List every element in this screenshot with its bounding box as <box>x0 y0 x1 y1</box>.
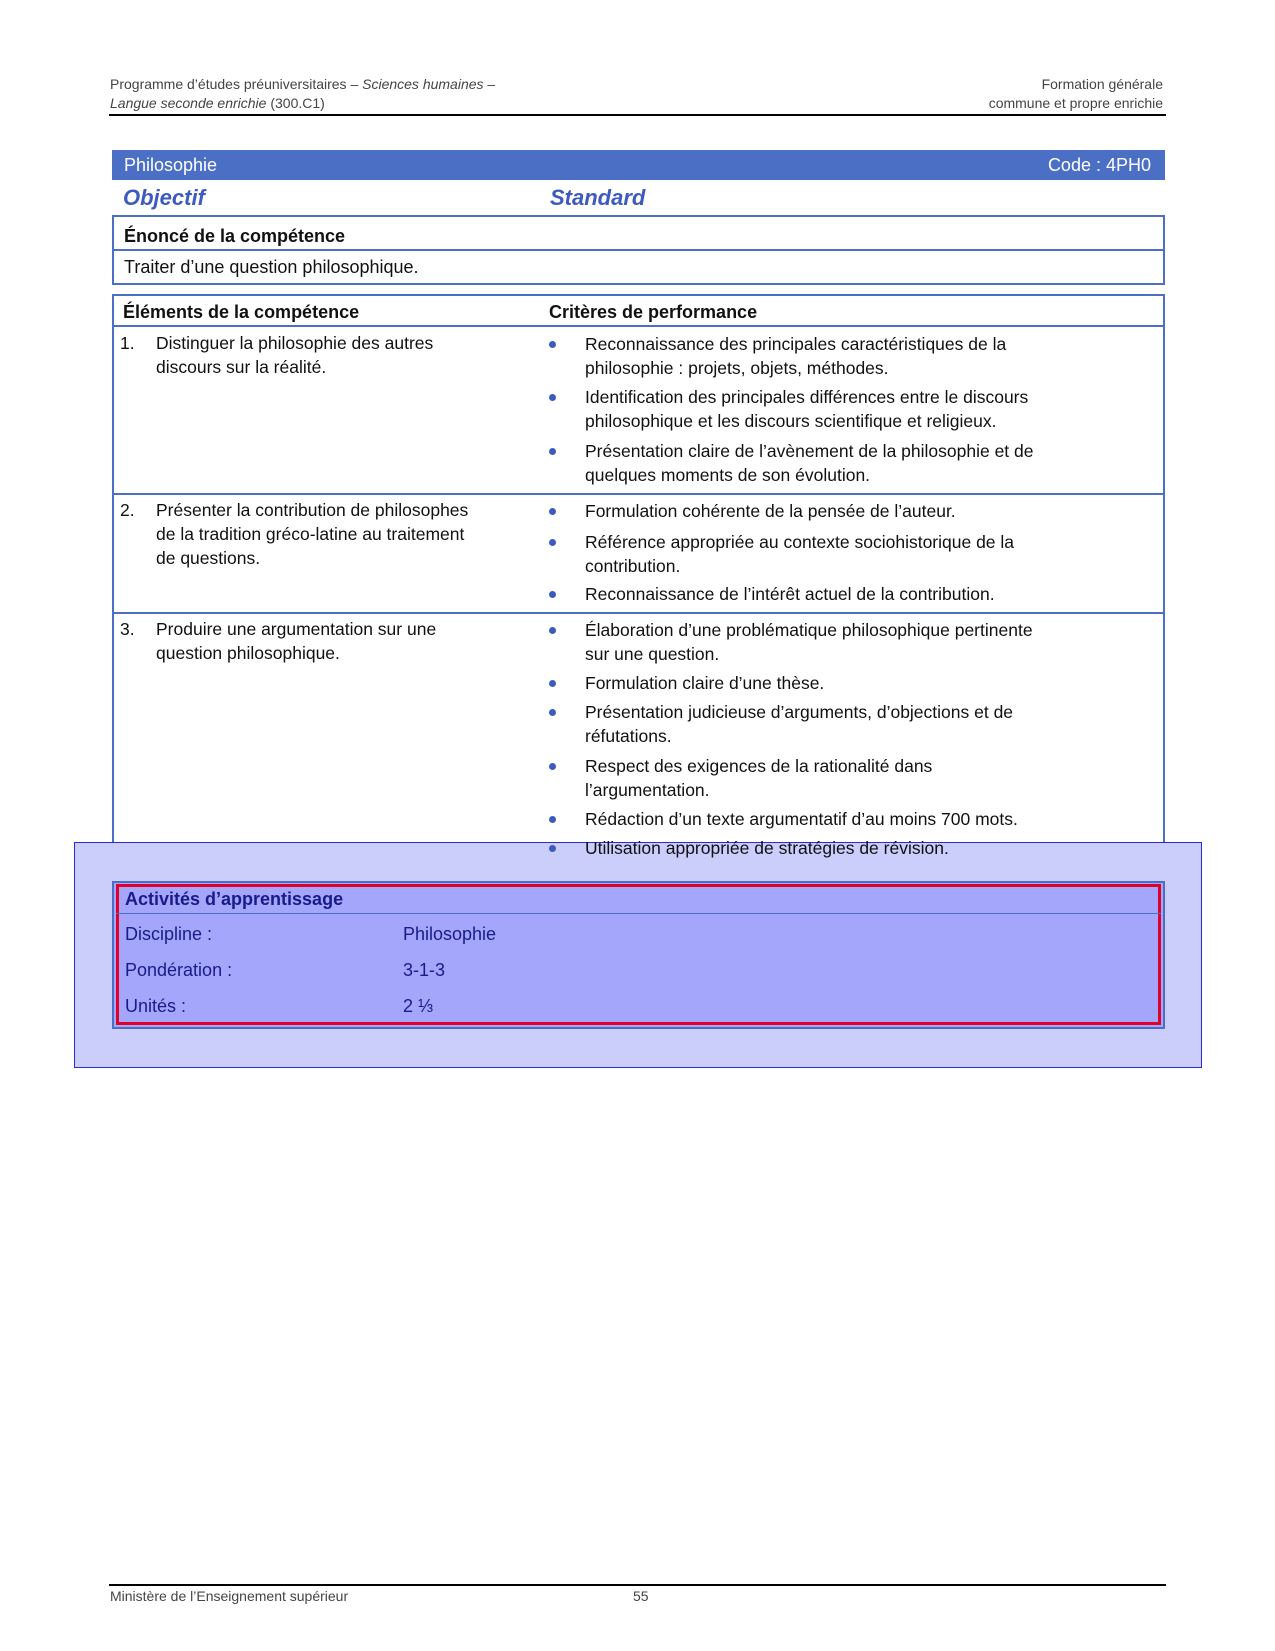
bullet-icon <box>549 816 556 823</box>
bullet-icon <box>549 508 556 515</box>
element-text: Présenter la contribution de philosophes de la tradition gréco-latine au traitement de questions. <box>156 500 469 568</box>
discipline-label: Discipline : <box>125 924 213 944</box>
discipline-value: Philosophie <box>403 924 497 944</box>
criterion-item: Présentation judicieuse d’arguments, d’objections et de réfutations. <box>549 700 1149 750</box>
criterion-item: Présentation claire de l’avènement de la philosophie et de quelques moments de son évolution. <box>549 439 1149 489</box>
table-row <box>120 617 540 667</box>
header-language: Langue seconde enrichie (300.C1) <box>110 95 325 111</box>
table-header-divider <box>112 325 1165 327</box>
activities-divider <box>116 913 1161 914</box>
criterion-item: Formulation cohérente de la pensée de l’auteur. <box>549 499 1149 525</box>
element-number: 2. <box>120 500 135 520</box>
competence-heading: Énoncé de la compétence <box>124 226 346 246</box>
competence-statement: Traiter d’une question philosophique. <box>124 257 419 277</box>
header-formation-sub: commune et propre enrichie <box>988 95 1163 111</box>
ponderation-label: Pondération : <box>125 960 233 980</box>
bullet-icon <box>549 845 556 852</box>
criterion-item: Rédaction d’un texte argumentatif d’au moins 700 mots. <box>549 807 1149 833</box>
criterion-item: Utilisation appropriée de stratégies de révision. <box>549 836 1149 862</box>
bullet-icon <box>549 709 556 716</box>
header-rule <box>109 114 1166 116</box>
activities-heading: Activités d’apprentissage <box>125 889 344 909</box>
course-name: Philosophie <box>124 155 218 175</box>
table-row <box>120 331 540 381</box>
competence-box <box>112 215 1165 285</box>
criterion-item: Reconnaissance des principales caractéristiques de la philosophie : projets, objets, méthodes. <box>549 332 1149 382</box>
criterion-item: Identification des principales différences entre le discours philosophique et les discours scientifique et religieux. <box>549 385 1149 435</box>
col-header-elements: Éléments de la compétence <box>123 302 360 322</box>
standard-label: Standard <box>550 185 646 210</box>
row-divider <box>112 493 1165 495</box>
ponderation-value: 3-1-3 <box>403 960 446 980</box>
criterion-item: Reconnaissance de l’intérêt actuel de la contribution. <box>549 582 1149 608</box>
criterion-item: Respect des exigences de la rationalité dans l’argumentation. <box>549 754 1149 804</box>
footer-ministry: Ministère de l’Enseignement supérieur <box>110 1588 349 1604</box>
bullet-icon <box>549 680 556 687</box>
course-title-bar <box>112 150 1165 180</box>
element-number: 1. <box>120 333 135 353</box>
header-program: Programme d’études préuniversitaires – Sciences humaines – <box>110 76 496 92</box>
bullet-icon <box>549 539 556 546</box>
bullet-icon <box>549 763 556 770</box>
criterion-item: Formulation claire d’une thèse. <box>549 671 1149 697</box>
element-number: 3. <box>120 619 135 639</box>
competence-divider <box>114 249 1163 251</box>
col-header-criteres: Critères de performance <box>549 302 758 322</box>
header-formation: Formation générale <box>1041 76 1163 92</box>
bullet-icon <box>549 448 556 455</box>
criterion-item: Référence appropriée au contexte sociohistorique de la contribution. <box>549 530 1149 580</box>
bullet-icon <box>549 591 556 598</box>
footer-rule <box>109 1584 1166 1586</box>
course-code: Code : 4PH0 <box>1047 155 1151 175</box>
unites-label: Unités : <box>125 996 187 1016</box>
objectif-label: Objectif <box>123 185 205 210</box>
row-divider <box>112 612 1165 614</box>
page-number: 55 <box>633 1588 649 1604</box>
criterion-item: Élaboration d’une problématique philosophique pertinente sur une question. <box>549 618 1149 668</box>
bullet-icon <box>549 341 556 348</box>
bullet-icon <box>549 394 556 401</box>
element-text: Produire une argumentation sur une question philosophique. <box>156 619 437 663</box>
table-row <box>120 498 540 573</box>
unites-value: 2 ⅓ <box>403 996 434 1016</box>
element-text: Distinguer la philosophie des autres discours sur la réalité. <box>156 333 434 377</box>
bullet-icon <box>549 627 556 634</box>
